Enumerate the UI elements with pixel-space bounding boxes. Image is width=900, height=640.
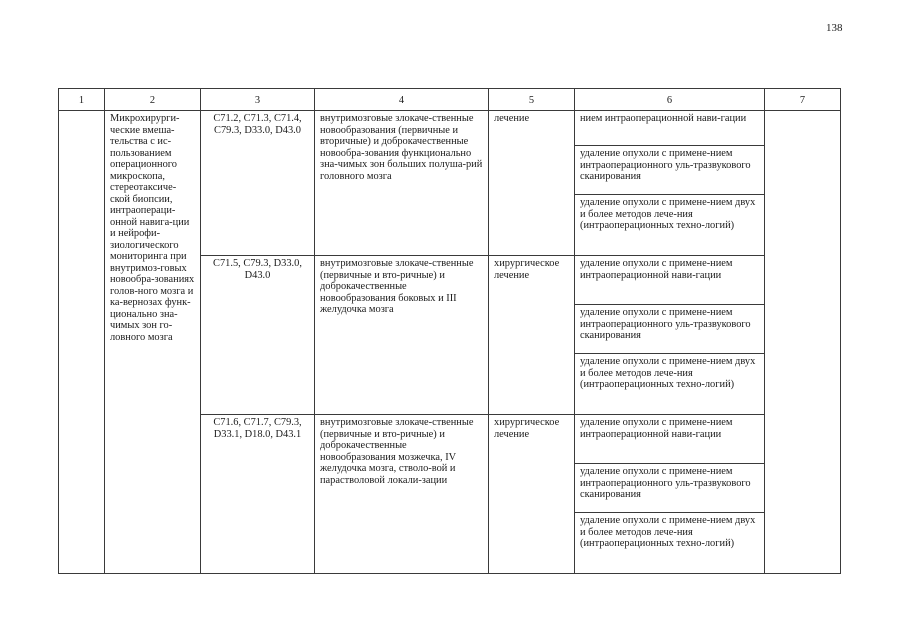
cell-method: удаление опухоли с примене-нием интраоперационного уль-тразвукового сканирования — [575, 146, 765, 195]
cell-number — [59, 111, 105, 574]
table-row — [59, 111, 841, 146]
cell-col7 — [765, 111, 841, 574]
column-header-6: 6 — [575, 89, 765, 111]
column-header-3: 3 — [201, 89, 315, 111]
treatment-table — [58, 88, 841, 574]
cell-treatment-type: хирургическое лечение — [489, 256, 575, 415]
cell-icd-codes: C71.2, C71.3, C71.4, C79.3, D33.0, D43.0 — [201, 111, 315, 256]
cell-treatment-type: хирургическое лечение — [489, 415, 575, 574]
column-header-7: 7 — [765, 89, 841, 111]
column-header-5: 5 — [489, 89, 575, 111]
column-header-4: 4 — [315, 89, 489, 111]
column-header-1: 1 — [59, 89, 105, 111]
column-header-2: 2 — [105, 89, 201, 111]
cell-intervention-type: Микрохирурги-ческие вмеша-тельства с ис-пользованием операционного микроскопа, стереотаксиче-ской биопсии, интраопераци-онной навига-ции и нейрофи-зиологического мониторинга при внутримоз-говых новообра-зованиях голов-ного мозга и ка-вернозах функ-ционально зна-чимых зон го-ловного мозга — [105, 111, 201, 574]
header-row — [59, 89, 841, 111]
cell-method: удаление опухоли с примене-нием двух и более методов лече-ния (интраоперационных техно-логий) — [575, 195, 765, 256]
page-number: 138 — [826, 22, 843, 34]
cell-method: удаление опухоли с примене-нием интраоперационной нави-гации — [575, 415, 765, 464]
cell-treatment-type: лечение — [489, 111, 575, 256]
cell-patient-model: внутримозговые злокаче-ственные (первичные и вто-ричные) и доброкачественные новообразования боковых и III желудочка мозга — [315, 256, 489, 415]
cell-method: удаление опухоли с примене-нием двух и более методов лече-ния (интраоперационных техно-логий) — [575, 354, 765, 415]
cell-method: удаление опухоли с примене-нием двух и более методов лече-ния (интраоперационных техно-логий) — [575, 513, 765, 574]
cell-icd-codes: C71.5, C79.3, D33.0, D43.0 — [201, 256, 315, 415]
cell-icd-codes: C71.6, C71.7, C79.3, D33.1, D18.0, D43.1 — [201, 415, 315, 574]
cell-method: удаление опухоли с примене-нием интраоперационного уль-тразвукового сканирования — [575, 464, 765, 513]
cell-patient-model: внутримозговые злокаче-ственные (первичные и вто-ричные) и доброкачественные новообразования мозжечка, IV желудочка мозга, стволо-вой и парастволовой локали-зации — [315, 415, 489, 574]
cell-method: удаление опухоли с примене-нием интраоперационной нави-гации — [575, 256, 765, 305]
cell-patient-model: внутримозговые злокаче-ственные новообразования (первичные и вторичные) и доброкачественные новообра-зования функционально зна-чимых зон больших полуша-рий головного мозга — [315, 111, 489, 256]
cell-method: нием интраоперационной нави-гации — [575, 111, 765, 146]
cell-method: удаление опухоли с примене-нием интраоперационного уль-тразвукового сканирования — [575, 305, 765, 354]
